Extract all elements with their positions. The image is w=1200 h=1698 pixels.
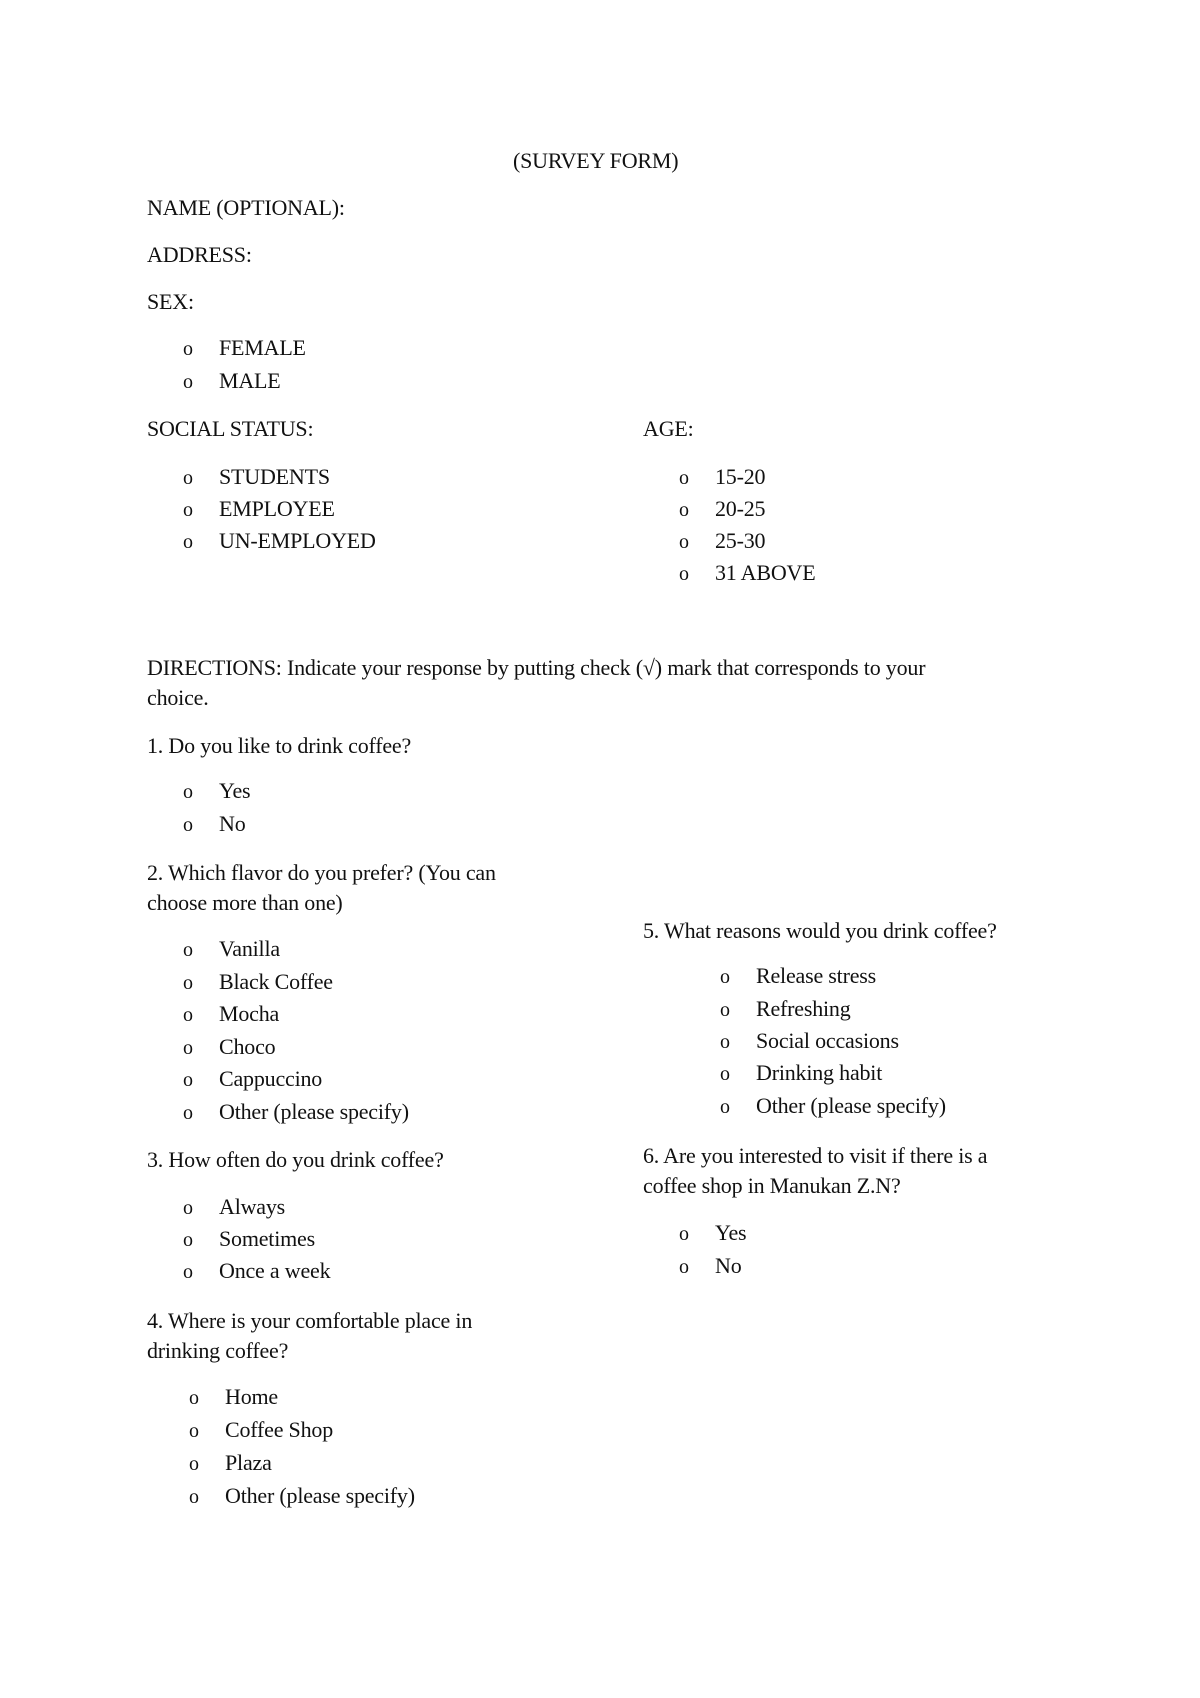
directions-text: DIRECTIONS: Indicate your response by putting check (√) mark that corresponds to your <box>147 655 926 680</box>
bullet-icon: o <box>183 1197 193 1219</box>
q3-option-sometimes[interactable]: Sometimes <box>219 1226 315 1251</box>
age-label: AGE: <box>643 416 694 441</box>
bullet-icon: o <box>183 814 193 836</box>
bullet-icon: o <box>720 1031 730 1053</box>
bullet-icon: o <box>720 1096 730 1118</box>
q4-option-other[interactable]: Other (please specify) <box>225 1483 415 1508</box>
bullet-icon: o <box>183 531 193 553</box>
bullet-icon: o <box>189 1387 199 1409</box>
question-4-cont: drinking coffee? <box>147 1338 289 1363</box>
q3-option-always[interactable]: Always <box>219 1194 286 1219</box>
question-5: 5. What reasons would you drink coffee? <box>643 918 997 943</box>
bullet-icon: o <box>189 1420 199 1442</box>
address-label: ADDRESS: <box>147 242 252 267</box>
option-age-31-above[interactable]: 31 ABOVE <box>715 560 816 585</box>
q5-option-refreshing[interactable]: Refreshing <box>756 996 851 1021</box>
bullet-icon: o <box>183 1004 193 1026</box>
bullet-icon: o <box>679 499 689 521</box>
q3-option-once-a-week[interactable]: Once a week <box>219 1258 331 1283</box>
name-label: NAME (OPTIONAL): <box>147 195 345 220</box>
q5-option-release-stress[interactable]: Release stress <box>756 963 876 988</box>
option-age-15-20[interactable]: 15-20 <box>715 464 766 489</box>
option-female[interactable]: FEMALE <box>219 335 306 360</box>
bullet-icon: o <box>679 531 689 553</box>
social-status-label: SOCIAL STATUS: <box>147 416 314 441</box>
bullet-icon: o <box>183 338 193 360</box>
q2-option-choco[interactable]: Choco <box>219 1034 276 1059</box>
option-age-25-30[interactable]: 25-30 <box>715 528 766 553</box>
bullet-icon: o <box>183 371 193 393</box>
q4-option-coffee-shop[interactable]: Coffee Shop <box>225 1417 333 1442</box>
question-2-cont: choose more than one) <box>147 890 343 915</box>
bullet-icon: o <box>720 999 730 1021</box>
q2-option-other[interactable]: Other (please specify) <box>219 1099 409 1124</box>
q6-option-yes[interactable]: Yes <box>715 1220 747 1245</box>
question-1: 1. Do you like to drink coffee? <box>147 733 412 758</box>
option-employee[interactable]: EMPLOYEE <box>219 496 335 521</box>
q6-option-no[interactable]: No <box>715 1253 742 1278</box>
bullet-icon: o <box>679 1256 689 1278</box>
bullet-icon: o <box>183 1037 193 1059</box>
bullet-icon: o <box>183 467 193 489</box>
q1-option-yes[interactable]: Yes <box>219 778 251 803</box>
directions-text-cont: choice. <box>147 685 209 710</box>
q5-option-social-occasions[interactable]: Social occasions <box>756 1028 899 1053</box>
bullet-icon: o <box>183 781 193 803</box>
q4-option-plaza[interactable]: Plaza <box>225 1450 272 1475</box>
bullet-icon: o <box>720 1063 730 1085</box>
bullet-icon: o <box>183 1261 193 1283</box>
bullet-icon: o <box>183 1102 193 1124</box>
option-male[interactable]: MALE <box>219 368 281 393</box>
q2-option-mocha[interactable]: Mocha <box>219 1001 280 1026</box>
bullet-icon: o <box>189 1486 199 1508</box>
question-3: 3. How often do you drink coffee? <box>147 1147 444 1172</box>
bullet-icon: o <box>183 499 193 521</box>
question-2: 2. Which flavor do you prefer? (You can <box>147 860 496 885</box>
question-6: 6. Are you interested to visit if there is a <box>643 1143 988 1168</box>
sex-label: SEX: <box>147 289 194 314</box>
q5-option-drinking-habit[interactable]: Drinking habit <box>756 1060 883 1085</box>
q4-option-home[interactable]: Home <box>225 1384 278 1409</box>
question-6-cont: coffee shop in Manukan Z.N? <box>643 1173 901 1198</box>
question-4: 4. Where is your comfortable place in <box>147 1308 473 1333</box>
q5-option-other[interactable]: Other (please specify) <box>756 1093 946 1118</box>
option-age-20-25[interactable]: 20-25 <box>715 496 766 521</box>
option-students[interactable]: STUDENTS <box>219 464 330 489</box>
bullet-icon: o <box>679 563 689 585</box>
bullet-icon: o <box>183 1229 193 1251</box>
bullet-icon: o <box>183 972 193 994</box>
bullet-icon: o <box>183 939 193 961</box>
q2-option-vanilla[interactable]: Vanilla <box>219 936 280 961</box>
bullet-icon: o <box>189 1453 199 1475</box>
bullet-icon: o <box>679 1223 689 1245</box>
q2-option-cappuccino[interactable]: Cappuccino <box>219 1066 323 1091</box>
bullet-icon: o <box>183 1069 193 1091</box>
q1-option-no[interactable]: No <box>219 811 246 836</box>
q2-option-black-coffee[interactable]: Black Coffee <box>219 969 333 994</box>
bullet-icon: o <box>679 467 689 489</box>
bullet-icon: o <box>720 966 730 988</box>
form-title: (SURVEY FORM) <box>513 148 679 173</box>
option-un-employed[interactable]: UN-EMPLOYED <box>219 528 376 553</box>
